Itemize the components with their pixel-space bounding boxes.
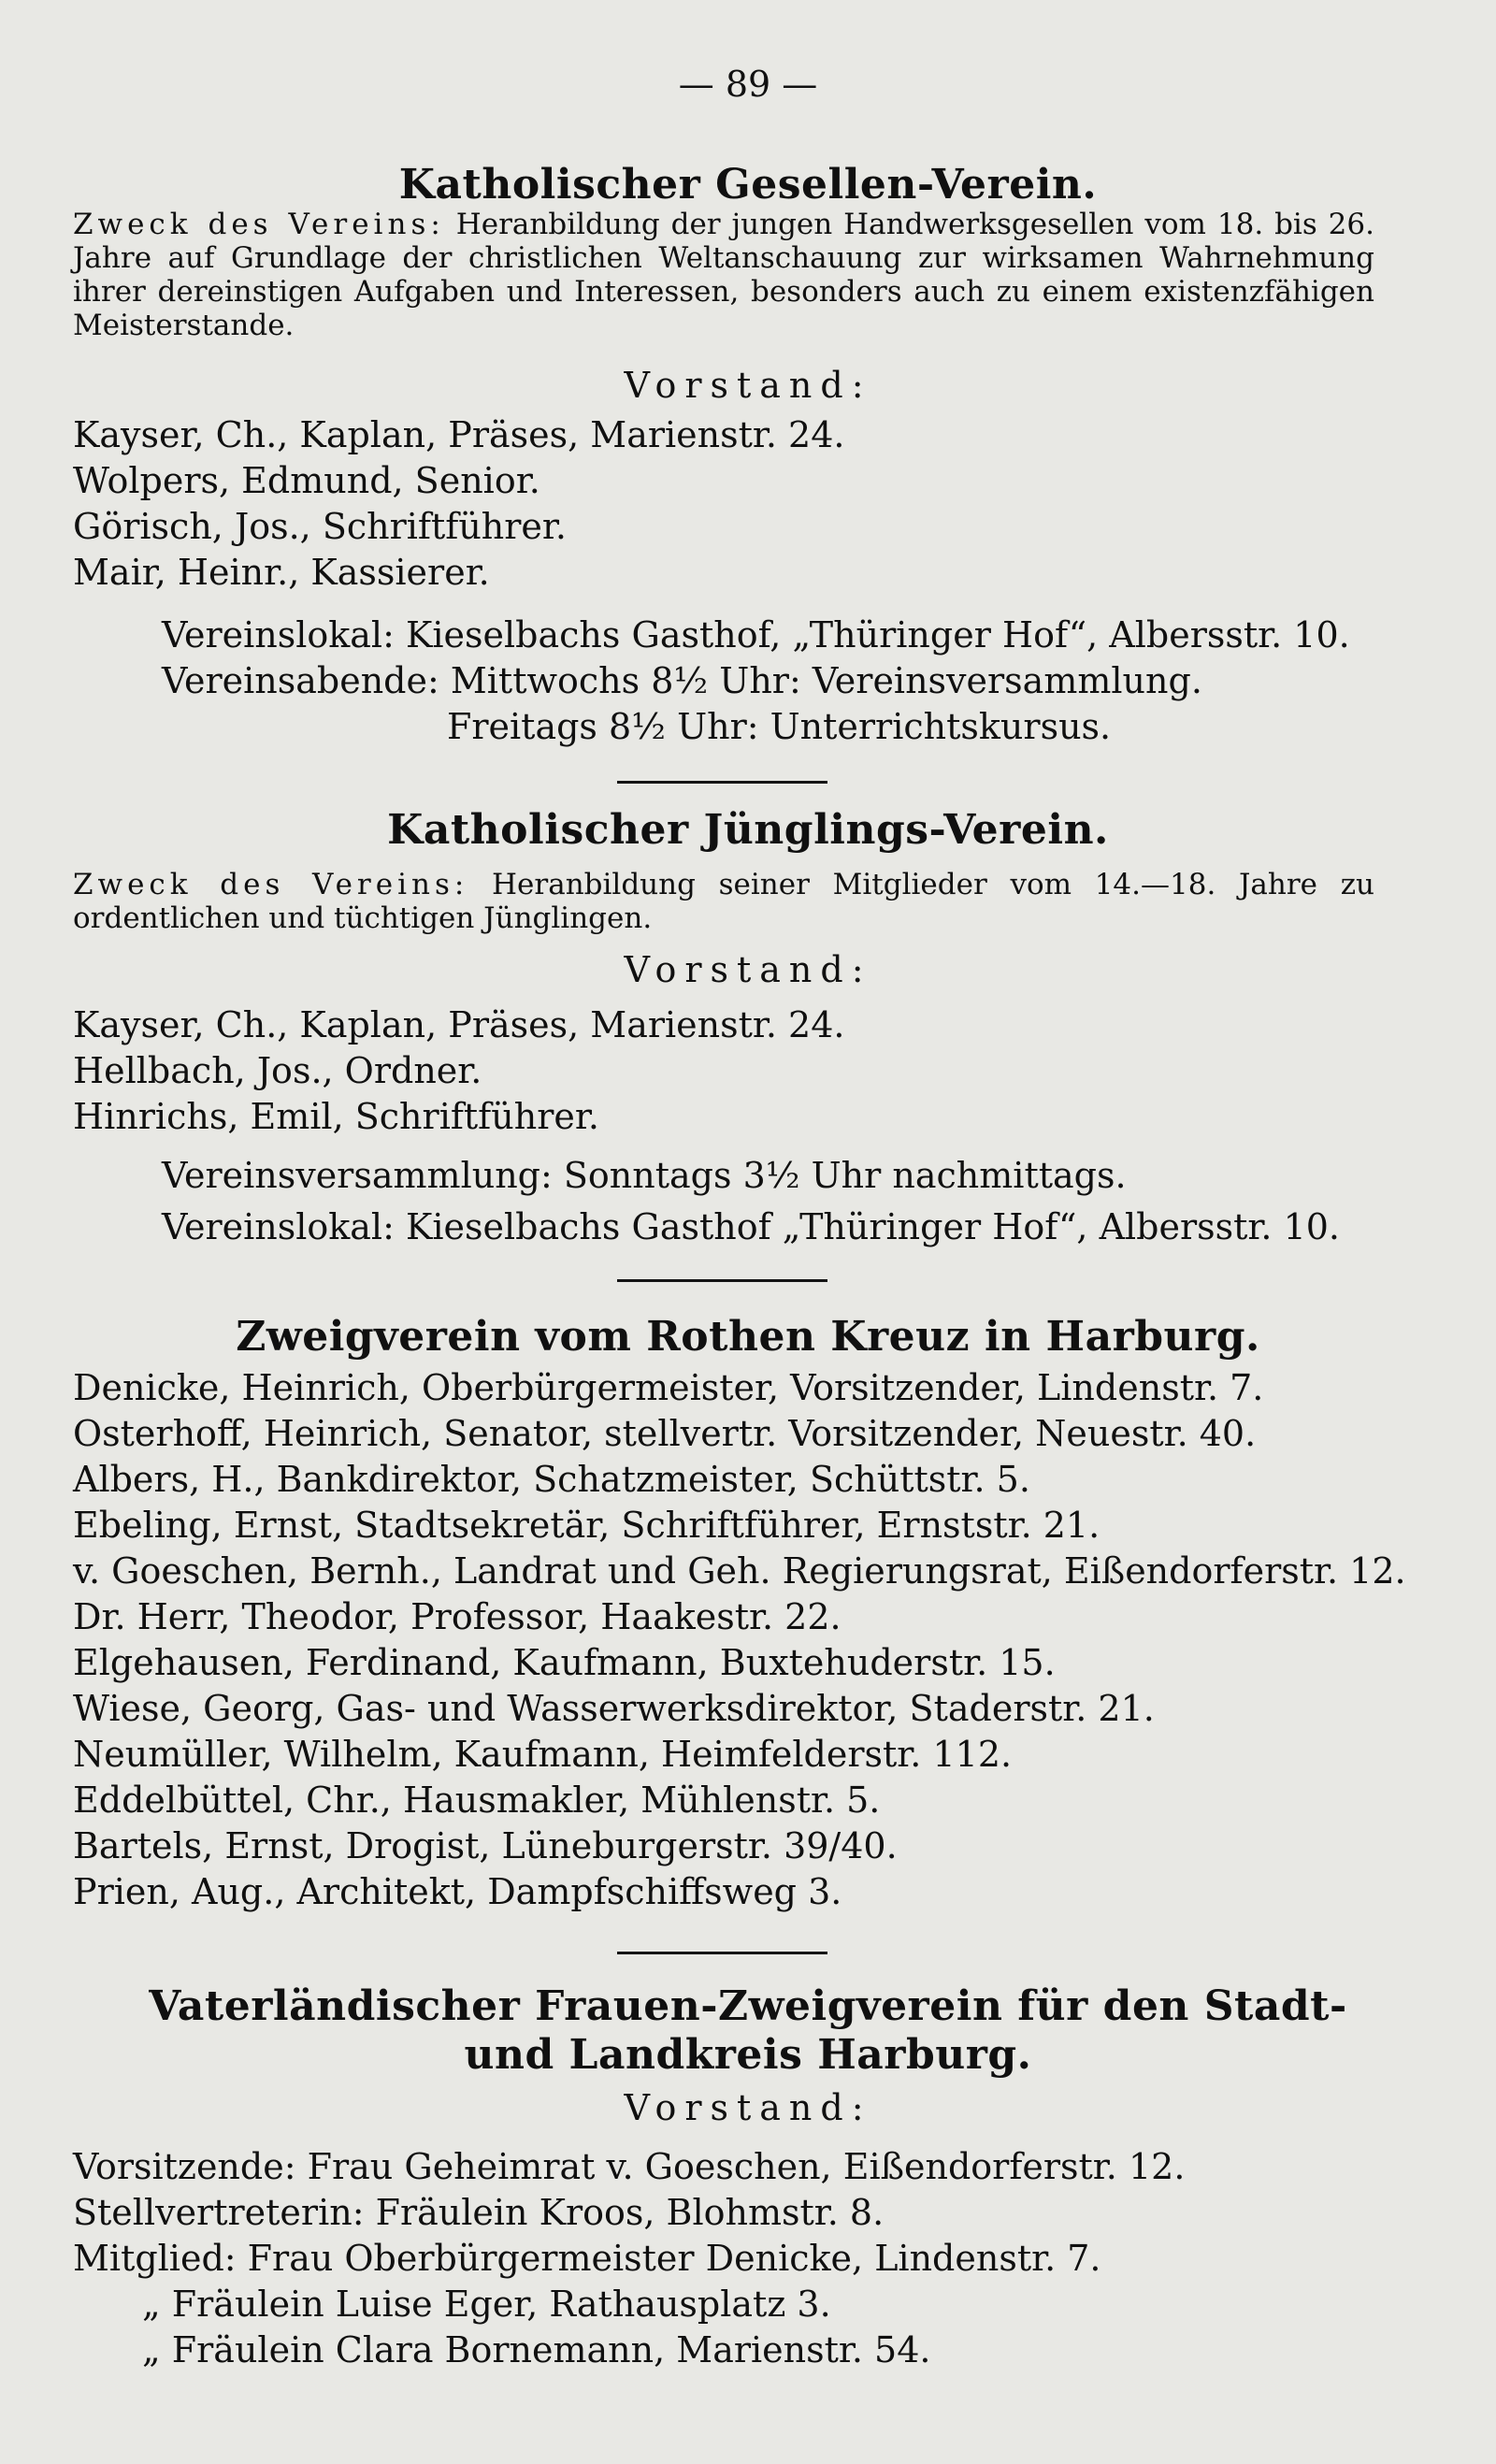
vorstand-heading: Vorstand: — [624, 365, 872, 406]
member-line: Wiese, Georg, Gas- und Wasserwerksdirektor, Staderstr. 21. — [73, 1688, 1155, 1729]
member-line: Denicke, Heinrich, Oberbürgermeister, Vorsitzender, Lindenstr. 7. — [73, 1367, 1264, 1408]
member-line: Ebeling, Ernst, Stadtsekretär, Schriftführer, Ernststr. 21. — [73, 1505, 1100, 1546]
member-line: Bartels, Ernst, Drogist, Lüneburgerstr. 39/40. — [73, 1825, 898, 1866]
member-line: „ Fräulein Clara Bornemann, Marienstr. 54. — [142, 2329, 931, 2370]
member-line: Stellvertreterin: Fräulein Kroos, Blohmstr. 8. — [73, 2192, 885, 2233]
member-line: Dr. Herr, Theodor, Professor, Haakestr. 22. — [73, 1596, 842, 1637]
section-title: Katholischer Jünglings-Verein. — [387, 806, 1109, 854]
member-line: Osterhoff, Heinrich, Senator, stellvertr. Vorsitzender, Neuestr. 40. — [73, 1413, 1257, 1454]
member-line: Albers, H., Bankdirektor, Schatzmeister, Schüttstr. 5. — [73, 1459, 1030, 1500]
vorstand-heading: Vorstand: — [624, 949, 872, 990]
section-divider — [617, 1279, 827, 1282]
member-line: Wolpers, Edmund, Senior. — [73, 460, 540, 501]
member-line: Hellbach, Jos., Ordner. — [73, 1050, 482, 1091]
section-title: Vaterländischer Frauen-Zweigverein für den Stadt- — [149, 1982, 1347, 2030]
member-line: Neumüller, Wilhelm, Kaufmann, Heimfelderstr. 112. — [73, 1734, 1013, 1775]
section-title-continued: und Landkreis Harburg. — [464, 2031, 1032, 2079]
section-purpose — [73, 208, 1374, 342]
purpose-text: Heranbildung seiner Mitglieder vom 14.—18. Jahre zu ordentlichen und tüchtigen Jünglingen. — [73, 868, 1374, 935]
section-title: Katholischer Gesellen-Verein. — [398, 161, 1098, 209]
info-line: Vereinslokal: Kieselbachs Gasthof „Thüringer Hof“, Albersstr. 10. — [162, 1206, 1341, 1247]
member-line: Eddelbüttel, Chr., Hausmakler, Mühlenstr. 5. — [73, 1780, 881, 1821]
purpose-text: Heranbildung der jungen Handwerksgesellen vom 18. bis 26. Jahre auf Grundlage der christlichen Weltanschauung zur wirksamen Wahrnehmung ihrer dereinstigen Aufgaben und Interessen, besonders auch zu einem existenzfähigen Meisterstande. — [73, 208, 1374, 342]
member-line: „ Fräulein Luise Eger, Rathausplatz 3. — [142, 2284, 831, 2325]
member-line: Kayser, Ch., Kaplan, Präses, Marienstr. 24. — [73, 1004, 845, 1045]
section-divider — [617, 1952, 827, 1954]
info-line: Vereinslokal: Kieselbachs Gasthof, „Thüringer Hof“, Albersstr. 10. — [162, 614, 1350, 656]
purpose-lead: Zweck des Vereins: — [73, 868, 469, 901]
page-number: — 89 — — [678, 64, 818, 105]
member-line: Elgehausen, Ferdinand, Kaufmann, Buxtehuderstr. 15. — [73, 1642, 1056, 1683]
member-line: v. Goeschen, Bernh., Landrat und Geh. Regierungsrat, Eißendorferstr. 12. — [73, 1550, 1406, 1592]
section-title: Zweigverein vom Rothen Kreuz in Harburg. — [236, 1313, 1260, 1361]
member-line: Mitglied: Frau Oberbürgermeister Denicke, Lindenstr. 7. — [73, 2238, 1101, 2279]
section-divider — [617, 781, 827, 784]
member-line: Görisch, Jos., Schriftführer. — [73, 506, 567, 547]
info-line: Freitags 8½ Uhr: Unterrichtskursus. — [447, 706, 1112, 747]
info-line: Vereinsversammlung: Sonntags 3½ Uhr nachmittags. — [162, 1155, 1127, 1196]
section-purpose — [73, 868, 1374, 935]
info-line: Vereinsabende: Mittwochs 8½ Uhr: Vereinsversammlung. — [162, 660, 1202, 701]
member-line: Kayser, Ch., Kaplan, Präses, Marienstr. 24. — [73, 414, 845, 455]
vorstand-heading: Vorstand: — [624, 2087, 872, 2128]
purpose-lead: Zweck des Vereins: — [73, 208, 445, 241]
member-line: Hinrichs, Emil, Schriftführer. — [73, 1096, 599, 1137]
member-line: Mair, Heinr., Kassierer. — [73, 552, 490, 593]
member-line: Prien, Aug., Architekt, Dampfschiffsweg 3. — [73, 1871, 842, 1912]
member-line: Vorsitzende: Frau Geheimrat v. Goeschen, Eißendorferstr. 12. — [73, 2146, 1186, 2187]
